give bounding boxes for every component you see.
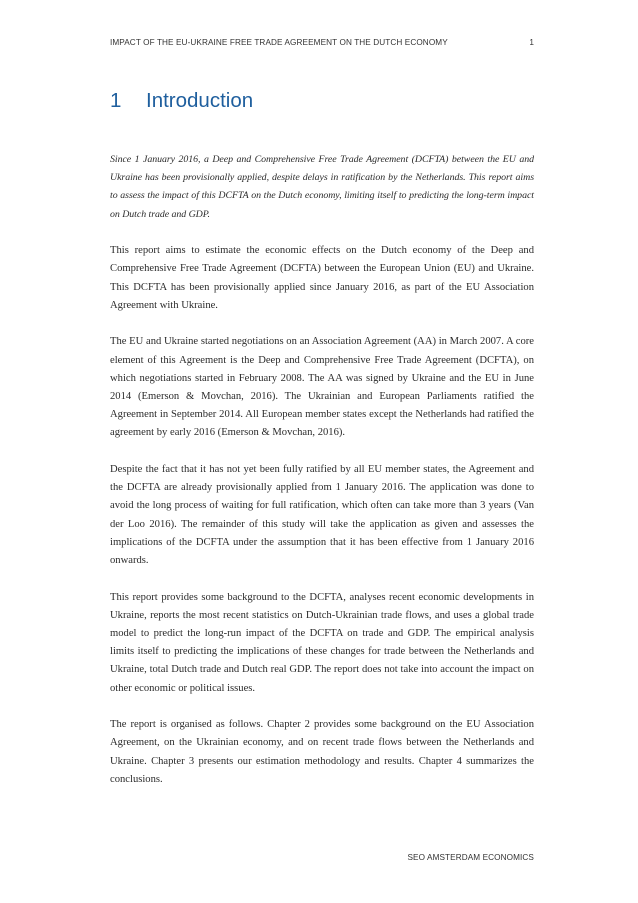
page-number: 1 [529, 38, 534, 47]
paragraph: This report provides some background to the DCFTA, analyses recent economic developments in Ukraine, reports the most recent statistics on Dutch-Ukrainian trade flows, and uses a global trade model to predict the long-run impact of the DCFTA on trade and GDP. The empirical analysis limits itself to predicting the implications of these changes for trade between the Netherlands and Ukraine, total Dutch trade and Dutch real GDP. The report does not take into account the impact on other economic or political issues. [110, 591, 534, 694]
running-title: IMPACT OF THE EU-UKRAINE FREE TRADE AGREEMENT ON THE DUTCH ECONOMY [110, 38, 448, 47]
chapter-title: Introduction [146, 89, 254, 112]
chapter-heading [110, 89, 253, 113]
paragraph: The EU and Ukraine started negotiations on an Association Agreement (AA) in March 2007. A core element of this Agreement is the Deep and Comprehensive Free Trade Agreement (DCFTA), on which negotiations started in February 2008. The AA was signed by Ukraine and the EU in June 2014 (Emerson & Movchan, 2016). The Ukrainian and European Parliaments ratified the Agreement in September 2014. All European member states except the Netherlands had ratified the agreement by early 2016 (Emerson & Movchan, 2016). [110, 336, 534, 439]
chapter-number: 1 [110, 89, 122, 112]
page-footer: SEO AMSTERDAM ECONOMICS [407, 853, 534, 862]
paragraph: This report aims to estimate the economic effects on the Dutch economy of the Deep and Comprehensive Free Trade Agreement (DCFTA) between the European Union (EU) and Ukraine. This DCFTA has been provisionally applied since January 2016, as part of the EU Association Agreement with Ukraine. [110, 245, 534, 311]
body-text [110, 151, 534, 807]
summary-paragraph: Since 1 January 2016, a Deep and Comprehensive Free Trade Agreement (DCFTA) between the EU and Ukraine has been provisionally applied, despite delays in ratification by the Netherlands. This report aims to assess the impact of this DCFTA on the Dutch economy, limiting itself to predicting the long-term impact on Dutch trade and GDP. [110, 154, 534, 220]
paragraph: Despite the fact that it has not yet been fully ratified by all EU member states, the Agreement and the DCFTA are already provisionally applied from 1 January 2016. The application was done to avoid the long process of waiting for full ratification, which often can take more than 3 years (Van der Loo 2016). The remainder of this study will take the application as given and assesses the implications of the DCFTA under the assumption that it has been effective from 1 January 2016 onwards. [110, 464, 534, 567]
paragraph: The report is organised as follows. Chapter 2 provides some background on the EU Association Agreement, on the Ukrainian economy, and on recent trade flows between the Netherlands and Ukraine. Chapter 3 presents our estimation methodology and results. Chapter 4 summarizes the conclusions. [110, 719, 534, 785]
